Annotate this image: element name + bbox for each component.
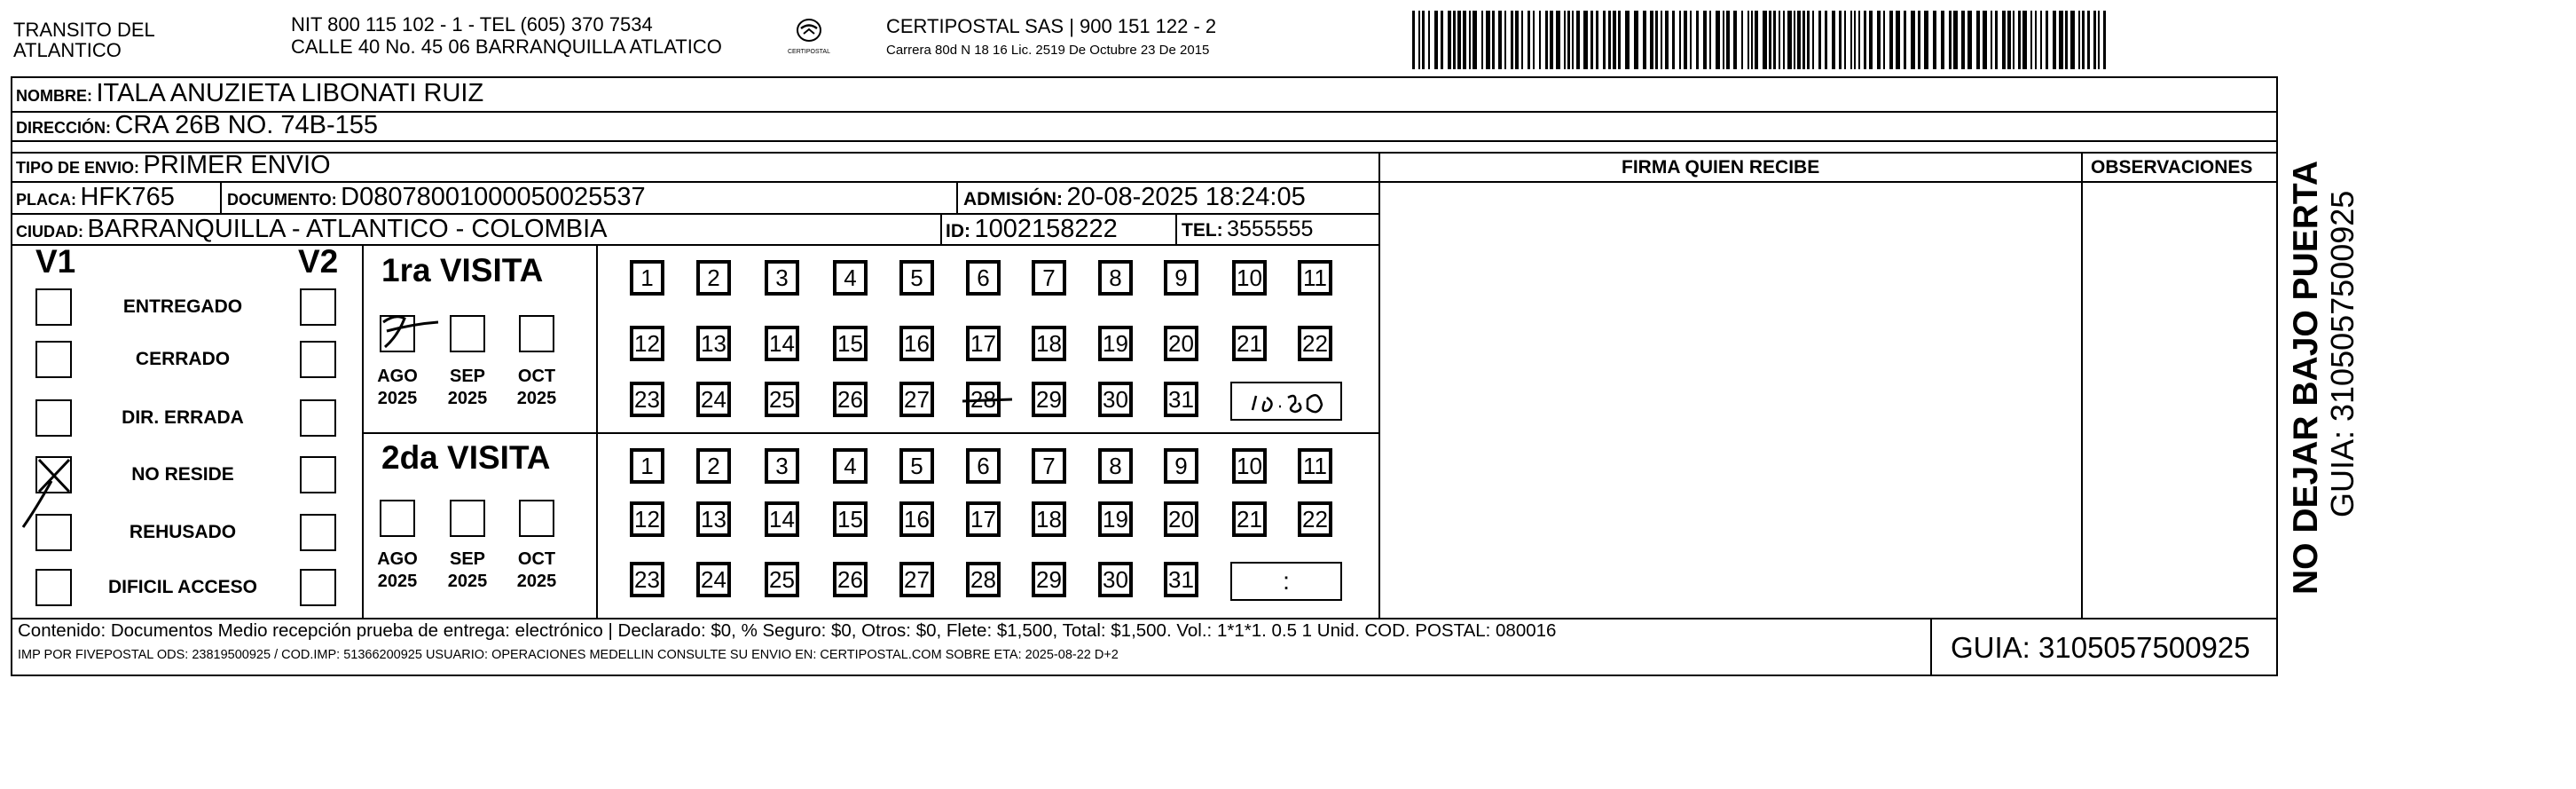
day-box[interactable]: 24 bbox=[696, 382, 731, 417]
day-box[interactable]: 3 bbox=[765, 260, 799, 296]
v2-checkbox[interactable] bbox=[300, 456, 336, 493]
day-box[interactable]: 15 bbox=[833, 326, 868, 361]
direccion-value: CRA 26B NO. 74B-155 bbox=[114, 111, 379, 139]
v2-checkbox[interactable] bbox=[300, 341, 336, 378]
month-checkbox[interactable] bbox=[519, 315, 554, 352]
day-box[interactable]: 26 bbox=[833, 382, 868, 417]
day-box[interactable]: 1 bbox=[630, 448, 664, 484]
day-box[interactable]: 13 bbox=[696, 501, 731, 537]
nombre-row bbox=[16, 79, 483, 108]
placa-value: HFK765 bbox=[80, 183, 175, 211]
side-guia: GUIA: 3105057500925 bbox=[2324, 190, 2360, 517]
day-box[interactable]: 10 bbox=[1232, 260, 1267, 296]
documento-value: D08078001000050025537 bbox=[341, 183, 646, 211]
day-box[interactable]: 17 bbox=[966, 501, 1001, 537]
ciudad-value: BARRANQUILLA - ATLANTICO - COLOMBIA bbox=[87, 215, 608, 243]
strike-mark-icon bbox=[959, 382, 1021, 417]
day-box[interactable]: 27 bbox=[899, 562, 934, 597]
day-box[interactable]: 13 bbox=[696, 326, 731, 361]
day-box[interactable]: 17 bbox=[966, 326, 1001, 361]
observaciones-header: OBSERVACIONES bbox=[2091, 157, 2253, 178]
visit-time-box[interactable]: : bbox=[1230, 562, 1342, 601]
day-box[interactable]: 26 bbox=[833, 562, 868, 597]
license-line: Carrera 80d N 18 16 Lic. 2519 De Octubre 23 De 2015 bbox=[886, 43, 1210, 58]
month-checkbox[interactable] bbox=[519, 500, 554, 537]
status-label: REHUSADO bbox=[129, 522, 237, 542]
direccion-row bbox=[16, 111, 378, 140]
day-box[interactable]: 11 bbox=[1298, 448, 1332, 484]
day-box[interactable]: 4 bbox=[833, 260, 868, 296]
v1-label: V1 bbox=[35, 243, 76, 280]
day-box[interactable]: 30 bbox=[1098, 562, 1133, 597]
day-box[interactable]: 20 bbox=[1164, 326, 1198, 361]
month-label bbox=[372, 548, 423, 593]
day-box[interactable]: 20 bbox=[1164, 501, 1198, 537]
tipo-envio-row bbox=[16, 151, 331, 180]
first-visit-title: 1ra VISITA bbox=[381, 252, 544, 288]
day-box[interactable]: 21 bbox=[1232, 326, 1267, 361]
nombre-label: NOMBRE: bbox=[16, 87, 92, 105]
month-year: 2025 bbox=[447, 389, 488, 408]
day-box[interactable]: 11 bbox=[1298, 260, 1332, 296]
day-box[interactable]: 24 bbox=[696, 562, 731, 597]
id-value: 1002158222 bbox=[974, 215, 1118, 243]
month-checkbox[interactable] bbox=[450, 315, 485, 352]
id-cell bbox=[946, 215, 1118, 244]
month-year: 2025 bbox=[516, 572, 557, 591]
status-label: DIR. ERRADA bbox=[122, 407, 244, 428]
day-box[interactable]: 2 bbox=[696, 260, 731, 296]
day-box[interactable]: 14 bbox=[765, 501, 799, 537]
placa-cell bbox=[16, 183, 175, 212]
month-year: 2025 bbox=[516, 389, 557, 408]
month-checkbox[interactable] bbox=[380, 500, 415, 537]
day-box[interactable]: 28 bbox=[966, 562, 1001, 597]
v2-checkbox[interactable] bbox=[300, 514, 336, 551]
documento-label: DOCUMENTO: bbox=[227, 191, 337, 209]
v2-checkbox[interactable] bbox=[300, 288, 336, 326]
logo-text: CERTIPOSTAL bbox=[788, 49, 830, 55]
day-box[interactable]: 30 bbox=[1098, 382, 1133, 417]
day-box[interactable]: 6 bbox=[966, 448, 1001, 484]
month-year: 2025 bbox=[377, 389, 418, 408]
day-box[interactable]: 1 bbox=[630, 260, 664, 296]
month-name: SEP bbox=[449, 549, 486, 569]
day-box[interactable]: 4 bbox=[833, 448, 868, 484]
visit-time-box[interactable] bbox=[1230, 382, 1342, 421]
admision-cell bbox=[963, 183, 1306, 212]
documento-cell bbox=[227, 183, 646, 212]
day-box[interactable]: 7 bbox=[1032, 448, 1066, 484]
day-box[interactable]: 18 bbox=[1032, 501, 1066, 537]
status-label: DIFICIL ACCESO bbox=[107, 577, 257, 597]
day-box[interactable]: 28 bbox=[966, 382, 1001, 417]
day-box[interactable]: 16 bbox=[899, 501, 934, 537]
month-year: 2025 bbox=[377, 572, 418, 591]
day-box[interactable]: 22 bbox=[1298, 501, 1332, 537]
day-box[interactable]: 14 bbox=[765, 326, 799, 361]
month-name: AGO bbox=[377, 367, 418, 386]
month-label bbox=[442, 366, 493, 410]
day-box[interactable]: 21 bbox=[1232, 501, 1267, 537]
no-dejar-warning: NO DEJAR BAJO PUERTA bbox=[2287, 160, 2325, 595]
ciudad-cell bbox=[16, 215, 608, 244]
tipo-envio-label: TIPO DE ENVIO: bbox=[16, 159, 140, 177]
day-box[interactable]: 12 bbox=[630, 326, 664, 361]
day-box[interactable]: 12 bbox=[630, 501, 664, 537]
month-year: 2025 bbox=[447, 572, 488, 591]
ciudad-label: CIUDAD: bbox=[16, 223, 83, 241]
day-box[interactable]: 29 bbox=[1032, 382, 1066, 417]
month-label bbox=[511, 366, 562, 410]
day-box[interactable]: 10 bbox=[1232, 448, 1267, 484]
day-box[interactable]: 22 bbox=[1298, 326, 1332, 361]
certipostal-logo bbox=[782, 14, 836, 57]
day-box[interactable]: 31 bbox=[1164, 382, 1198, 417]
day-box[interactable]: 7 bbox=[1032, 260, 1066, 296]
status-label: NO RESIDE bbox=[131, 464, 234, 485]
sender-name-line2: ATLANTICO bbox=[13, 39, 122, 61]
admision-value: 20-08-2025 18:24:05 bbox=[1066, 183, 1306, 211]
day-box[interactable]: 23 bbox=[630, 562, 664, 597]
day-box[interactable]: 27 bbox=[899, 382, 934, 417]
day-box[interactable]: 18 bbox=[1032, 326, 1066, 361]
month-name: AGO bbox=[377, 549, 418, 569]
day-box[interactable]: 5 bbox=[899, 260, 934, 296]
month-name: OCT bbox=[517, 367, 556, 386]
footer-guia: GUIA: 3105057500925 bbox=[1951, 631, 2250, 664]
day-box[interactable]: 5 bbox=[899, 448, 934, 484]
certipostal-logo-icon bbox=[782, 14, 836, 57]
nombre-value: ITALA ANUZIETA LIBONATI RUIZ bbox=[96, 79, 484, 107]
day-box[interactable]: 15 bbox=[833, 501, 868, 537]
day-box[interactable]: 8 bbox=[1098, 260, 1133, 296]
month-name: SEP bbox=[449, 367, 486, 386]
firma-header: FIRMA QUIEN RECIBE bbox=[1622, 157, 1820, 178]
day-box[interactable]: 6 bbox=[966, 260, 1001, 296]
tipo-envio-value: PRIMER ENVIO bbox=[143, 151, 331, 179]
placa-label: PLACA: bbox=[16, 191, 76, 209]
sender-address: CALLE 40 No. 45 06 BARRANQUILLA ATLATICO bbox=[291, 36, 722, 58]
month-checkbox[interactable] bbox=[450, 500, 485, 537]
v2-checkbox[interactable] bbox=[300, 399, 336, 437]
sender-nit: NIT 800 115 102 - 1 - TEL (605) 370 7534 bbox=[291, 13, 653, 36]
day-box[interactable]: 29 bbox=[1032, 562, 1066, 597]
day-box[interactable]: 3 bbox=[765, 448, 799, 484]
day-box[interactable]: 31 bbox=[1164, 562, 1198, 597]
month-mark-icon bbox=[378, 310, 449, 354]
admision-label: ADMISIÓN: bbox=[963, 189, 1063, 209]
month-label bbox=[442, 548, 493, 593]
month-name: OCT bbox=[517, 549, 556, 569]
status-label: CERRADO bbox=[135, 349, 231, 369]
month-label bbox=[372, 366, 423, 410]
v2-checkbox[interactable] bbox=[300, 569, 336, 606]
id-label: ID: bbox=[946, 221, 970, 241]
contenido-line: Contenido: Documentos Medio recepción prueba de entrega: electrónico | Declarado: $0, % Seguro: $0, Otros: $0, Flete: $1,500, Total: $1,500. Vol.: 1*1*1. 0.5 1 Unid. COD. POSTAL: 080016 bbox=[18, 620, 1557, 641]
company-line: CERTIPOSTAL SAS | 900 151 122 - 2 bbox=[886, 15, 1217, 37]
sender-name-line1: TRANSITO DEL bbox=[13, 19, 155, 41]
day-box[interactable]: 16 bbox=[899, 326, 934, 361]
second-visit-title: 2da VISITA bbox=[381, 439, 551, 476]
status-label: ENTREGADO bbox=[122, 296, 243, 317]
month-label bbox=[511, 548, 562, 593]
imp-line: IMP POR FIVEPOSTAL ODS: 23819500925 / COD.IMP: 51366200925 USUARIO: OPERACIONES MEDELLIN CONSULTE SU ENVIO EN: CERTIPOSTAL.COM SOBRE ETA: 2025-08-22 D+2 bbox=[18, 648, 1119, 662]
barcode bbox=[1412, 11, 2108, 69]
tel-label: TEL: bbox=[1182, 220, 1223, 241]
day-box[interactable]: 9 bbox=[1164, 448, 1198, 484]
v2-label: V2 bbox=[298, 243, 339, 280]
direccion-label: DIRECCIÓN: bbox=[16, 119, 111, 137]
day-box[interactable]: 25 bbox=[765, 382, 799, 417]
tel-cell bbox=[1182, 217, 1313, 242]
day-box[interactable]: 23 bbox=[630, 382, 664, 417]
day-box[interactable]: 25 bbox=[765, 562, 799, 597]
day-box[interactable]: 19 bbox=[1098, 326, 1133, 361]
day-box[interactable]: 8 bbox=[1098, 448, 1133, 484]
day-box[interactable]: 2 bbox=[696, 448, 731, 484]
handwritten-time bbox=[1233, 383, 1339, 419]
tel-value: 3555555 bbox=[1227, 217, 1314, 241]
day-box[interactable]: 9 bbox=[1164, 260, 1198, 296]
day-box[interactable]: 19 bbox=[1098, 501, 1133, 537]
